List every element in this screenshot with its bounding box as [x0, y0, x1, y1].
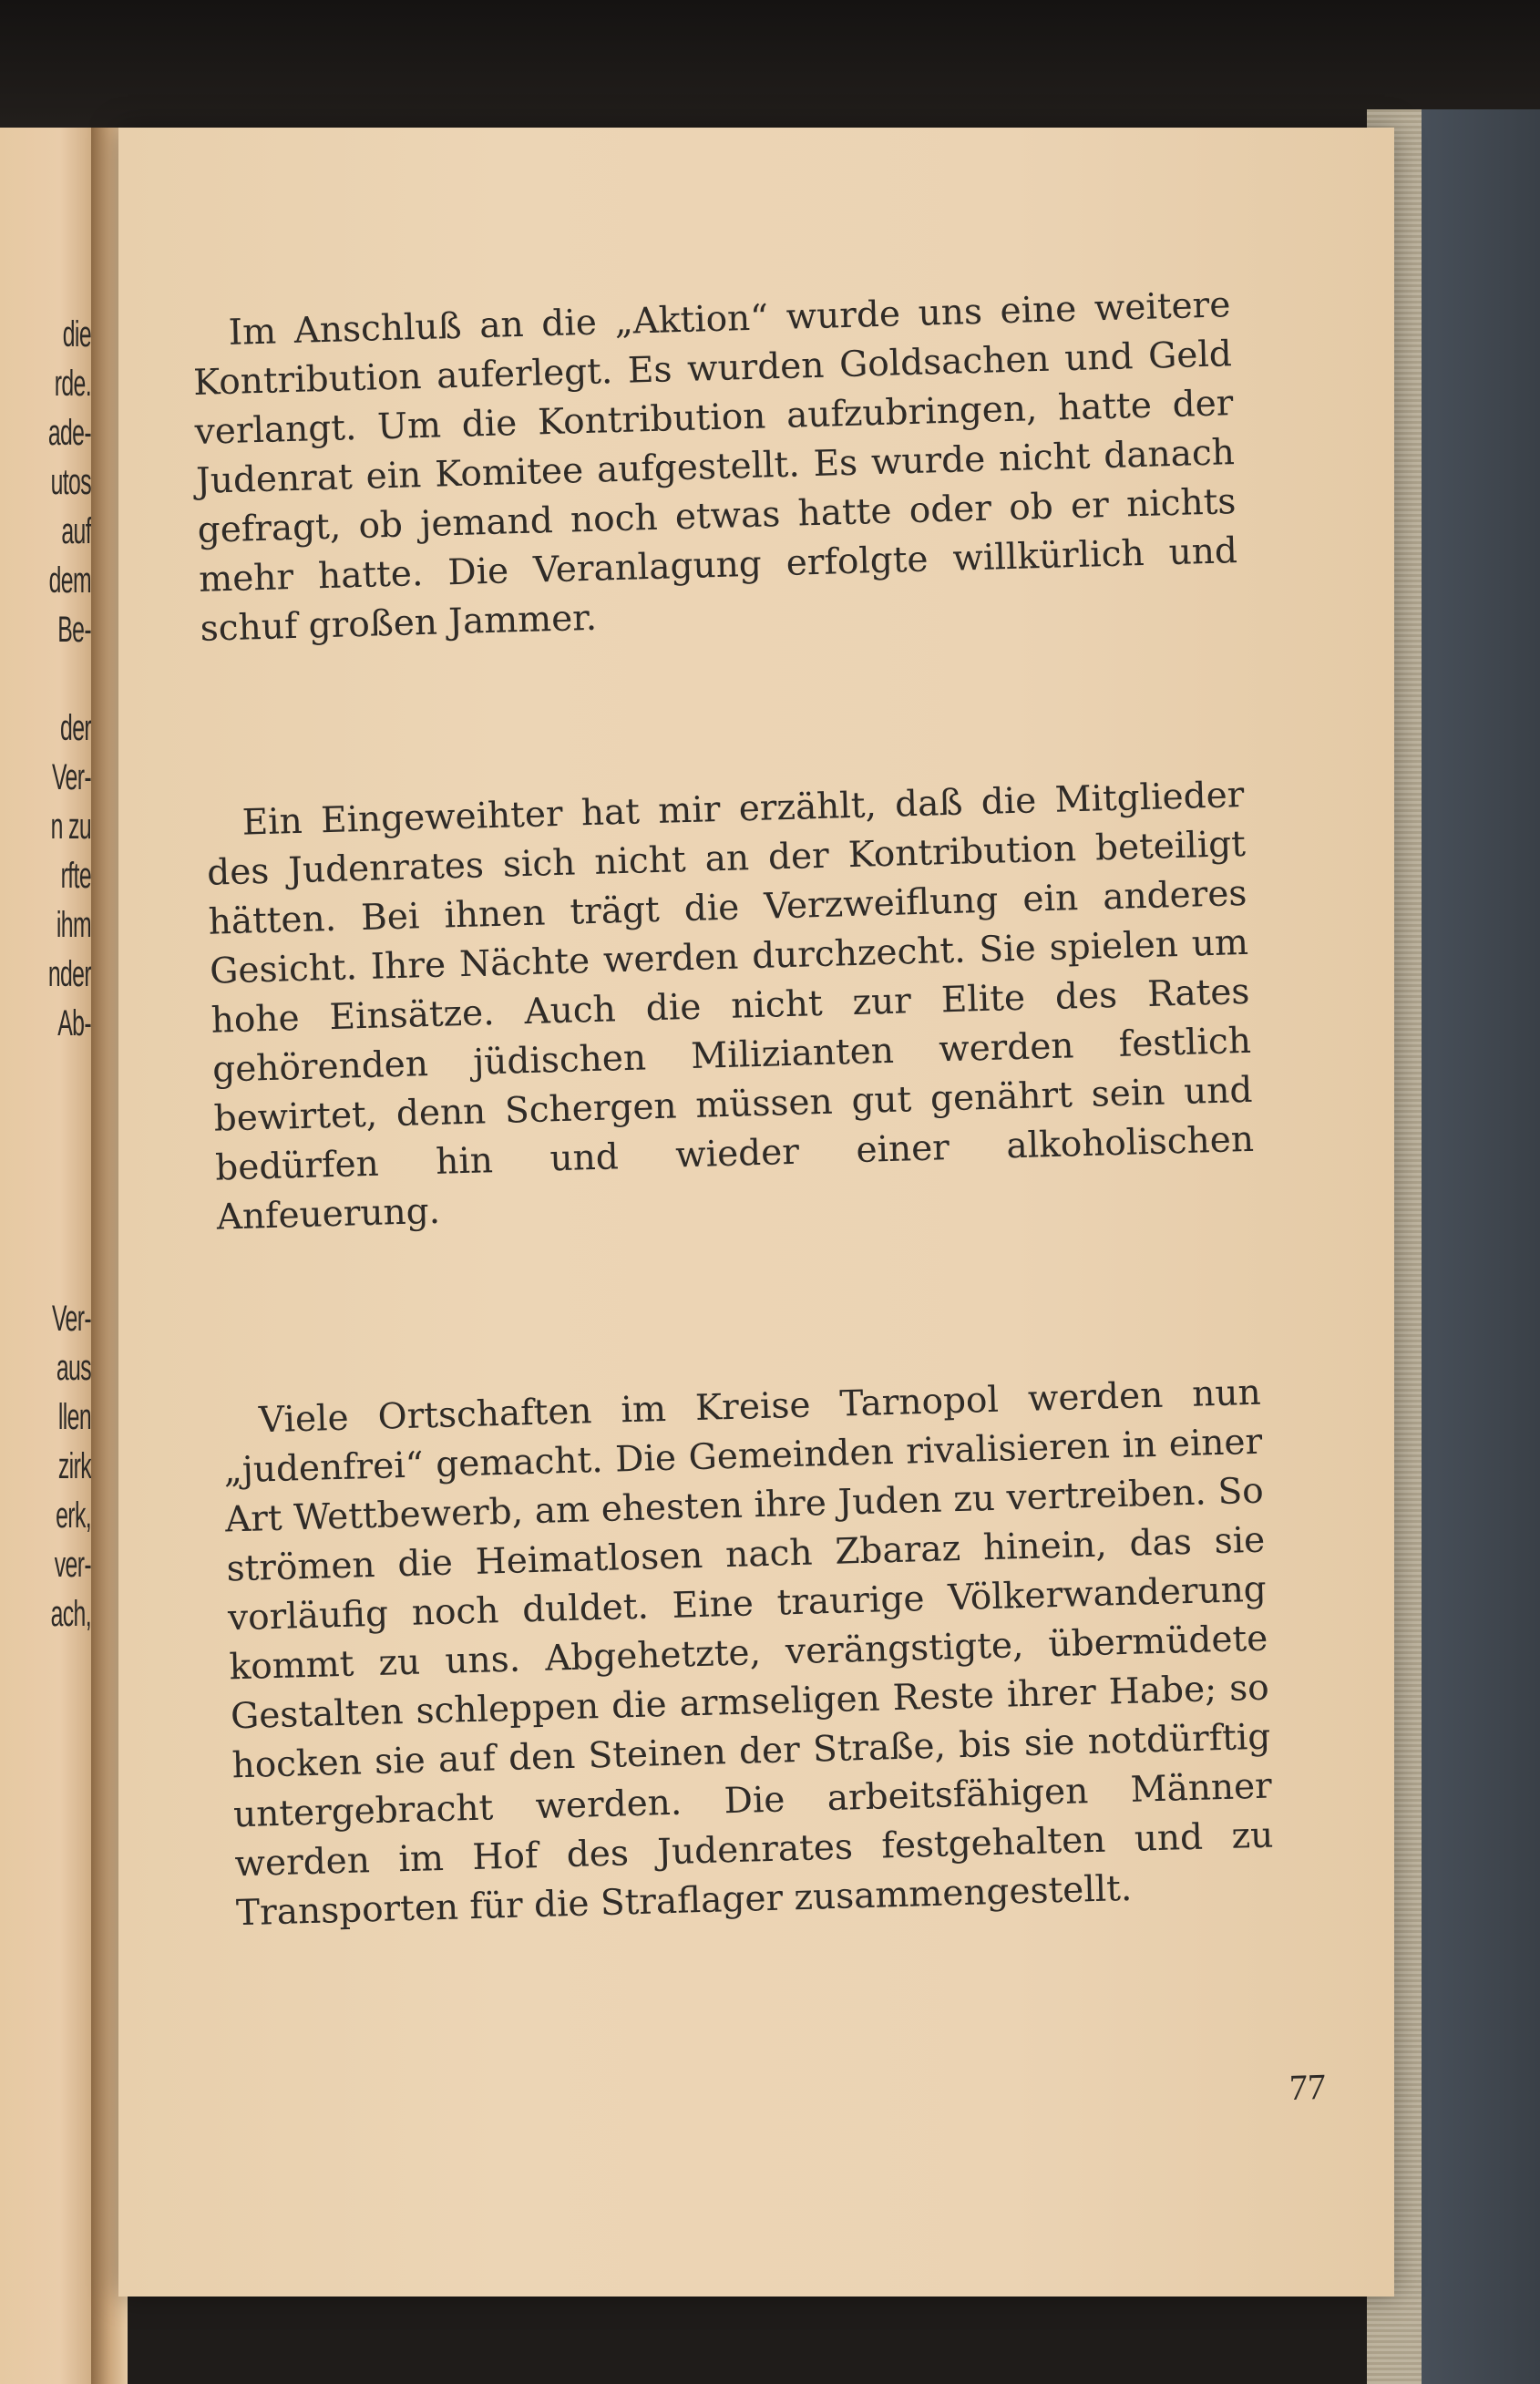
previous-page	[0, 128, 100, 2384]
book-page	[118, 128, 1394, 2297]
left-fragment: rde.	[54, 364, 91, 404]
paragraph-1: Im Anschluß an die „Aktion“ wurde uns eine weitere Kontribution auferlegt. Es wurden Goldsachen und Geld verlangt. Um die Kontribution aufzubringen, hatte der Judenrat ein Komitee aufgestellt. Es wurde nicht danach gefragt, ob jemand noch etwas hatte oder ob er nichts mehr hatte. Die Veranlagung erfolgte willkürlich und schuf großen Jammer.	[192, 284, 1238, 650]
page-body	[191, 281, 1327, 2109]
page-number: 77	[1288, 2066, 1327, 2109]
left-fragment: ver-	[54, 1545, 91, 1585]
left-fragment: ach,	[50, 1594, 91, 1634]
left-fragment: auf	[61, 511, 91, 551]
paragraph-3: Viele Ortschaften im Kreise Tarnopol werden nun „judenfrei“ gemacht. Die Gemeinden rivalisieren in einer Art Wettbewerb, am ehesten ihre Juden zu vertreiben. So strömen die Heimatlosen nach Zbaraz hinein, das sie vorläufig noch duldet. Eine traurige Völkerwanderung kommt zu uns. Abgehetzte, verängstigte, übermüdete Gestalten schleppen die armseligen Reste ihrer Habe; so hocken sie auf den Steinen der Straße, bis sie notdürftig untergebracht werden. Die arbeitsfähigen Männer werden im Hof des Judenrates festgehalten und zu Transporten für die Straflager zusammengestellt.	[222, 1372, 1274, 1935]
previous-page-text	[35, 310, 91, 1639]
left-fragment: die	[62, 314, 91, 355]
background-top	[0, 0, 1540, 146]
left-fragment: utos	[50, 462, 91, 502]
left-fragment: dem	[48, 560, 91, 601]
left-fragment: ihm	[56, 905, 91, 945]
left-fragment-gap	[35, 1097, 91, 1146]
left-fragment: rfte	[60, 856, 91, 896]
left-fragment-gap	[35, 1245, 91, 1294]
left-fragment-gap	[35, 1196, 91, 1245]
paragraph-2: Ein Eingeweihter hat mir erzählt, daß die Mitglieder des Judenrates sich nicht an der Kontribution beteiligt hätten. Bei ihnen trägt die Verzweiflung ein anderes Gesicht. Ihre Nächte werden durchzecht. Sie spielen um hohe Einsätze. Auch die nicht zur Elite des Rates gehörenden jüdischen Milizianten werden festlich bewirtet, denn Schergen müssen gut genährt sein und bedürfen hin und wieder einer alkoholischen Anfeuerung.	[206, 774, 1255, 1238]
left-fragment: llen	[57, 1397, 91, 1437]
left-fragment: nder	[47, 954, 91, 994]
left-fragment: Be-	[57, 610, 91, 650]
left-fragment: erk,	[56, 1495, 91, 1536]
left-fragment: der	[60, 708, 91, 748]
left-fragment: aus	[56, 1348, 91, 1388]
left-fragment-gap	[35, 654, 91, 704]
left-fragment: zirk	[57, 1446, 91, 1486]
left-fragment: Ver-	[51, 757, 91, 797]
left-fragment: Ver-	[51, 1299, 91, 1339]
left-fragment-gap	[35, 1146, 91, 1196]
left-fragment: n zu	[50, 807, 91, 847]
left-fragment: Ab-	[57, 1003, 91, 1043]
left-fragment-gap	[35, 1048, 91, 1097]
left-fragment: ade-	[47, 413, 91, 453]
